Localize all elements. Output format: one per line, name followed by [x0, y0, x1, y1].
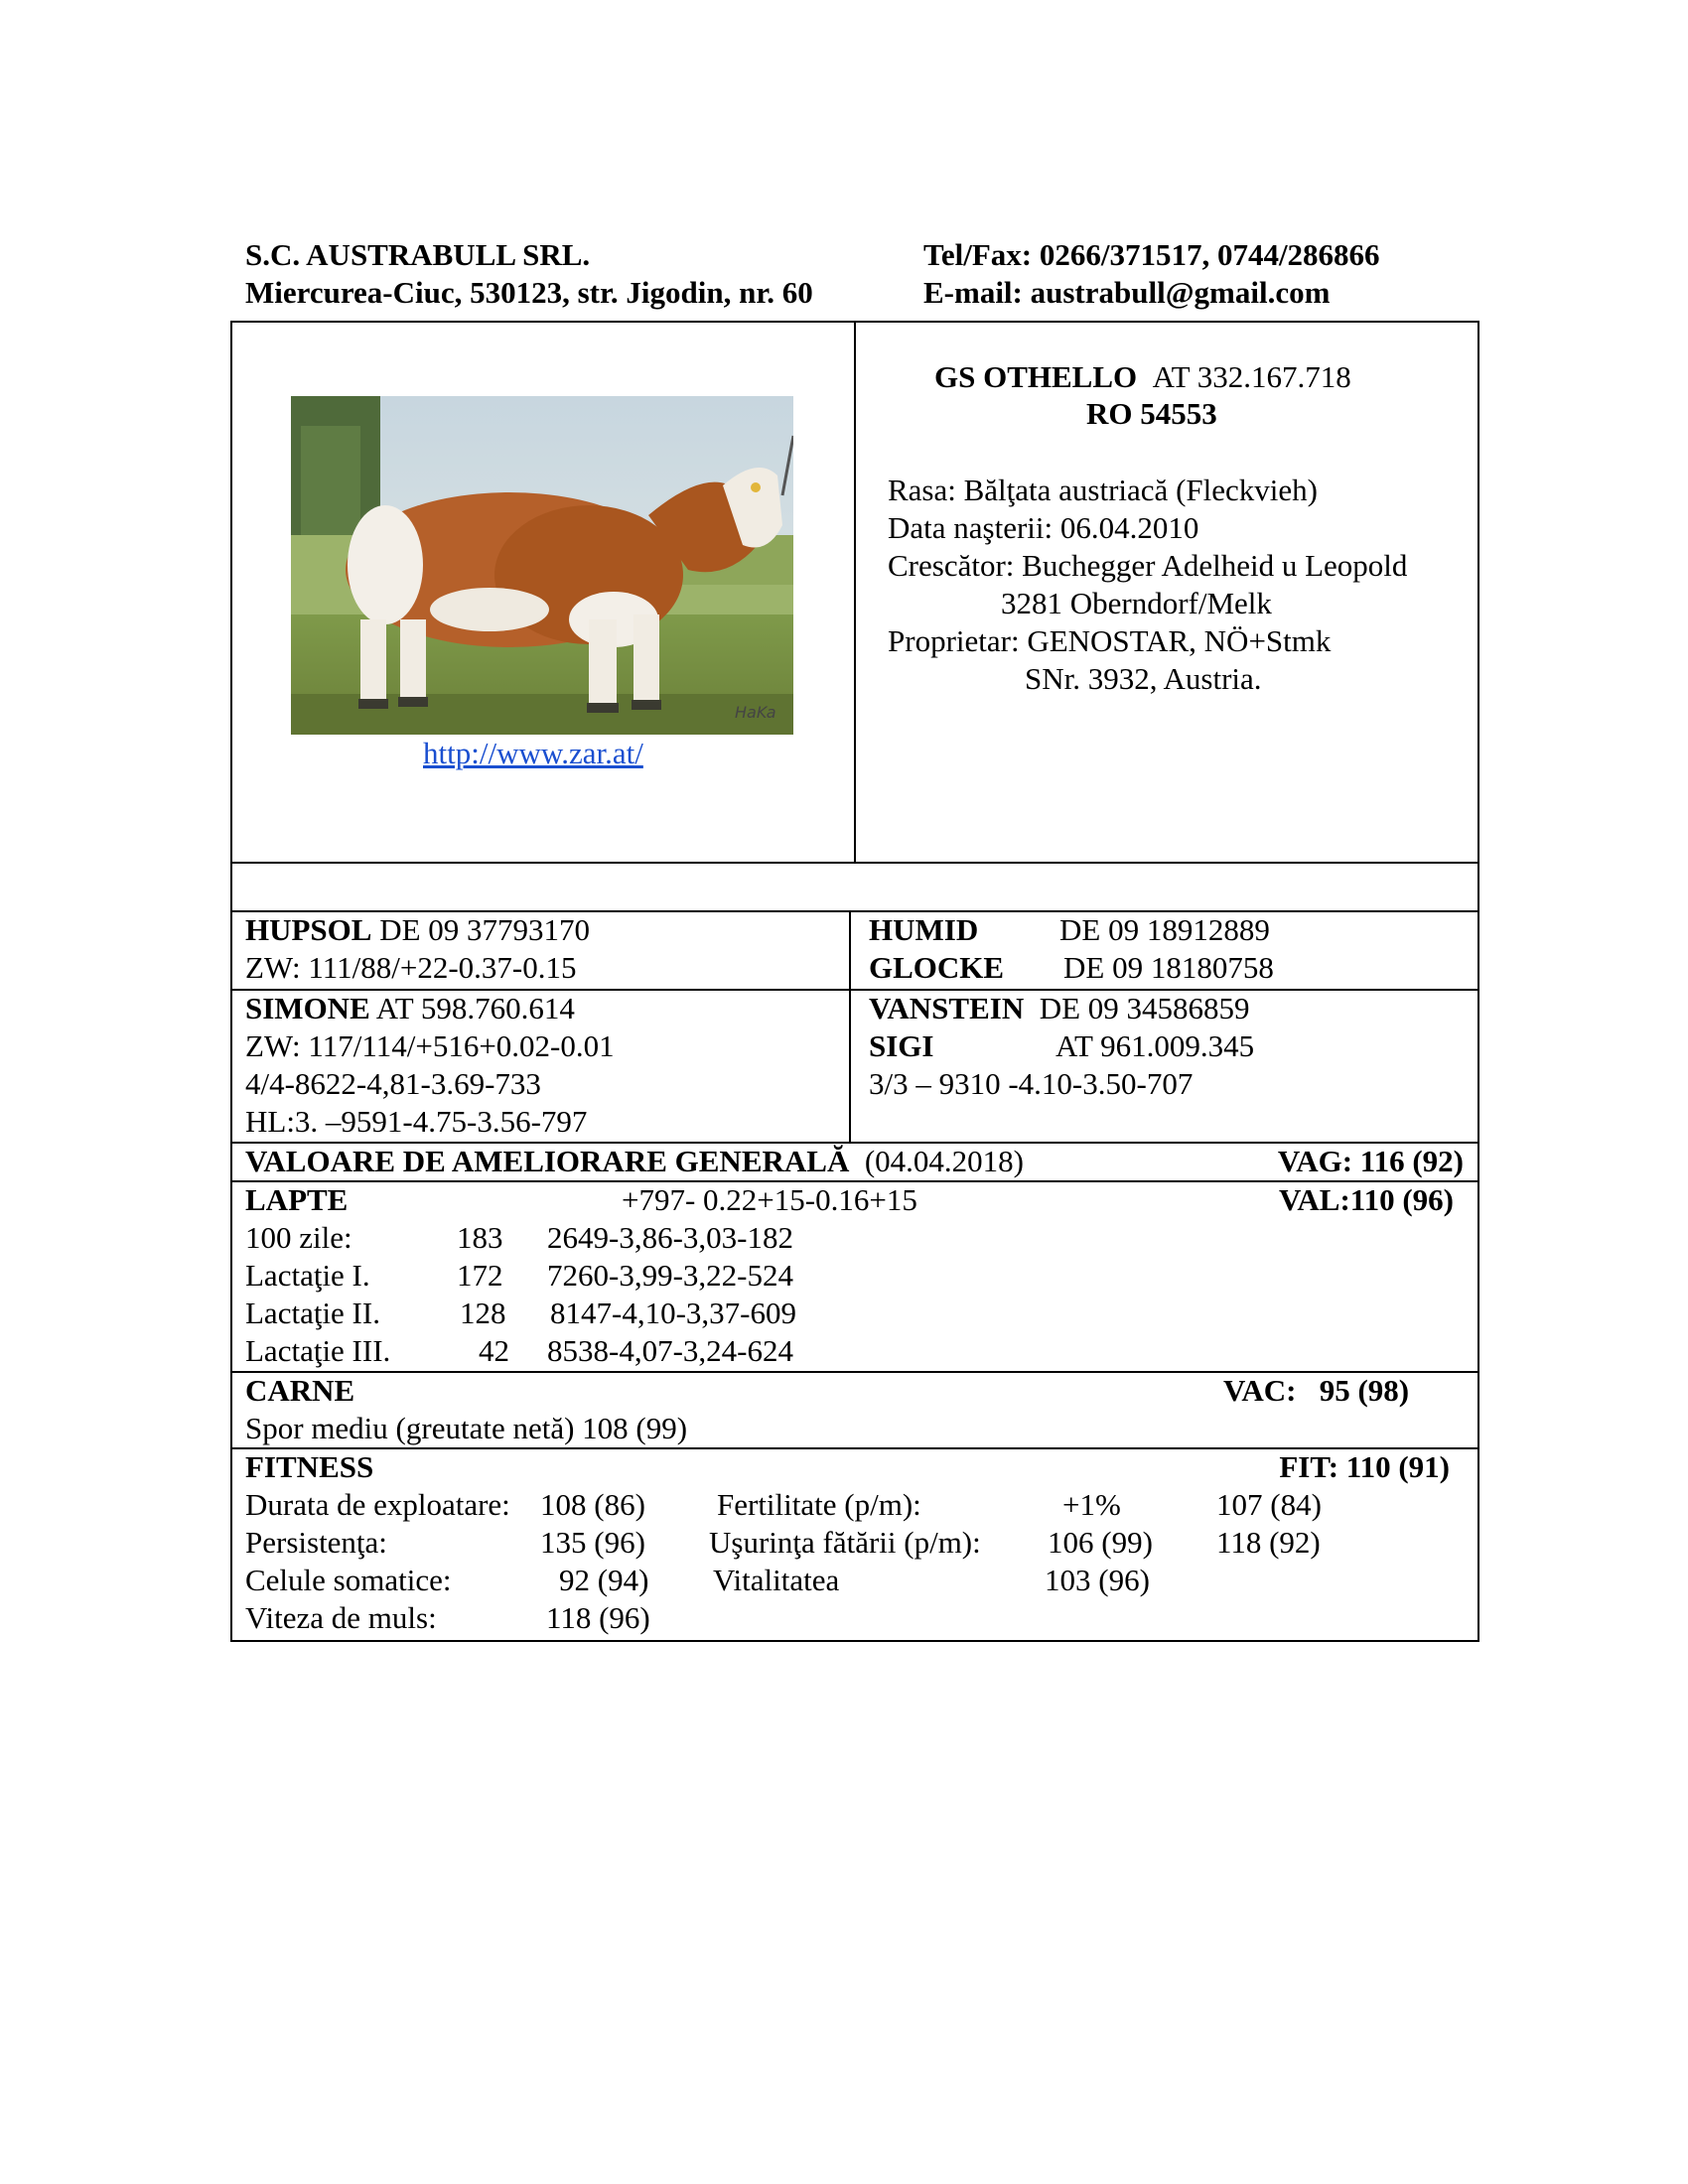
milking-speed-value: 118 (96) [546, 1600, 650, 1635]
vitality-value: 103 (96) [1045, 1563, 1150, 1597]
persistence-label: Persistenţa: [245, 1525, 387, 1560]
durata-label: Durata de exploatare: [245, 1487, 510, 1522]
sire-id: DE 09 37793170 [371, 912, 591, 947]
fertility-value: +1% [1062, 1487, 1121, 1522]
company-address: Miercurea-Ciuc, 530123, str. Jigodin, nr. 60 [245, 275, 813, 310]
durata-value: 108 (86) [540, 1487, 645, 1522]
bull-breeder-place: 3281 Oberndorf/Melk [1001, 586, 1272, 620]
general-value-label: VALOARE DE AMELIORARE GENERALĂ [245, 1144, 850, 1178]
dam-sire-id: DE 09 34586859 [1039, 991, 1250, 1025]
bull-owner-place: SNr. 3932, Austria. [1025, 661, 1262, 696]
company-phone: Tel/Fax: 0266/371517, 0744/286866 [923, 237, 1380, 272]
bull-id: AT 332.167.718 [1152, 359, 1351, 394]
calving-ease-label: Uşurinţa fătării (p/m): [709, 1525, 981, 1560]
general-value-date: (04.04.2018) [864, 1144, 1024, 1178]
dam-sire-name: VANSTEIN [869, 991, 1025, 1025]
carne-label: CARNE [245, 1373, 355, 1408]
sire-dam-name: GLOCKE [869, 950, 1005, 985]
dam-best-lactation: HL:3. –9591-4.75-3.56-797 [245, 1104, 588, 1139]
sire-name: HUPSOL [245, 912, 372, 947]
sire-line [245, 911, 590, 949]
bull-title [934, 358, 1351, 396]
general-value-line [245, 1143, 1024, 1180]
calving-ease-value: 106 (99) [1048, 1525, 1153, 1560]
milking-speed-label: Viteza de muls: [245, 1600, 437, 1635]
lactation-values: 8147-4,10-3,37-609 [550, 1296, 796, 1330]
fitness-label: FITNESS [245, 1449, 374, 1484]
lactation-count: 128 [460, 1296, 506, 1330]
bull-name: GS OTHELLO [934, 359, 1138, 394]
dam-sire-line [869, 990, 1250, 1027]
lactation-count: 42 [479, 1333, 509, 1368]
persistence-value: 135 (96) [540, 1525, 645, 1560]
vag-value: VAG: 116 (92) [1277, 1144, 1464, 1178]
sire-zw: ZW: 111/88/+22-0.37-0.15 [245, 950, 577, 985]
photo-link[interactable]: http://www.zar.at/ [423, 736, 643, 770]
fertility-label: Fertilitate (p/m): [717, 1487, 921, 1522]
sire-sire-id: DE 09 18912889 [1059, 912, 1270, 947]
company-name: S.C. AUSTRABULL SRL. [245, 237, 591, 272]
somatic-cells-label: Celule somatice: [245, 1563, 452, 1597]
dam-id: AT 598.760.614 [369, 991, 575, 1025]
sire-dam-id: DE 09 18180758 [1063, 950, 1274, 985]
photo-credit: HaKa [735, 703, 776, 722]
val-value: VAL:110 (96) [1279, 1182, 1454, 1217]
lapte-values: +797- 0.22+15-0.16+15 [622, 1182, 917, 1217]
lactation-values: 8538-4,07-3,24-624 [547, 1333, 793, 1368]
lactation-count: 183 [457, 1220, 503, 1255]
dam-dam-name: SIGI [869, 1028, 934, 1063]
bull-birthdate: Data naşterii: 06.04.2010 [888, 510, 1199, 545]
dam-zw: ZW: 117/114/+516+0.02-0.01 [245, 1028, 615, 1063]
lactation-values: 7260-3,99-3,22-524 [547, 1258, 793, 1293]
dam-name: SIMONE [245, 991, 370, 1025]
dam-line [245, 990, 575, 1027]
daily-gain: Spor mediu (greutate netă) 108 (99) [245, 1411, 688, 1445]
lactation-values: 2649-3,86-3,03-182 [547, 1220, 793, 1255]
dam-dam-lactation: 3/3 – 9310 -4.10-3.50-707 [869, 1066, 1194, 1101]
lactation-label: Lactaţie I. [245, 1258, 370, 1293]
lapte-label: LAPTE [245, 1182, 349, 1217]
bull-breeder: Crescător: Buchegger Adelheid u Leopold [888, 548, 1408, 583]
bull-owner: Proprietar: GENOSTAR, NÖ+Stmk [888, 623, 1332, 658]
lactation-label: Lactaţie II. [245, 1296, 380, 1330]
company-email: E-mail: austrabull@gmail.com [923, 275, 1331, 310]
lactation-label: 100 zile: [245, 1220, 352, 1255]
somatic-cells-value: 92 (94) [559, 1563, 649, 1597]
bull-breed: Rasa: Bălţata austriacă (Fleckvieh) [888, 473, 1318, 507]
dam-lactation: 4/4-8622-4,81-3.69-733 [245, 1066, 541, 1101]
vac-value: VAC: 95 (98) [1223, 1373, 1410, 1408]
sire-sire-name: HUMID [869, 912, 979, 947]
fertility-value-2: 107 (84) [1216, 1487, 1322, 1522]
fit-value: FIT: 110 (91) [1279, 1449, 1450, 1484]
bull-ro-number: RO 54553 [1086, 396, 1217, 431]
vitality-label: Vitalitatea [713, 1563, 840, 1597]
lactation-label: Lactaţie III. [245, 1333, 391, 1368]
dam-dam-id: AT 961.009.345 [1055, 1028, 1255, 1063]
bull-photo [291, 396, 793, 735]
lactation-count: 172 [457, 1258, 503, 1293]
calving-ease-value-2: 118 (92) [1216, 1525, 1321, 1560]
